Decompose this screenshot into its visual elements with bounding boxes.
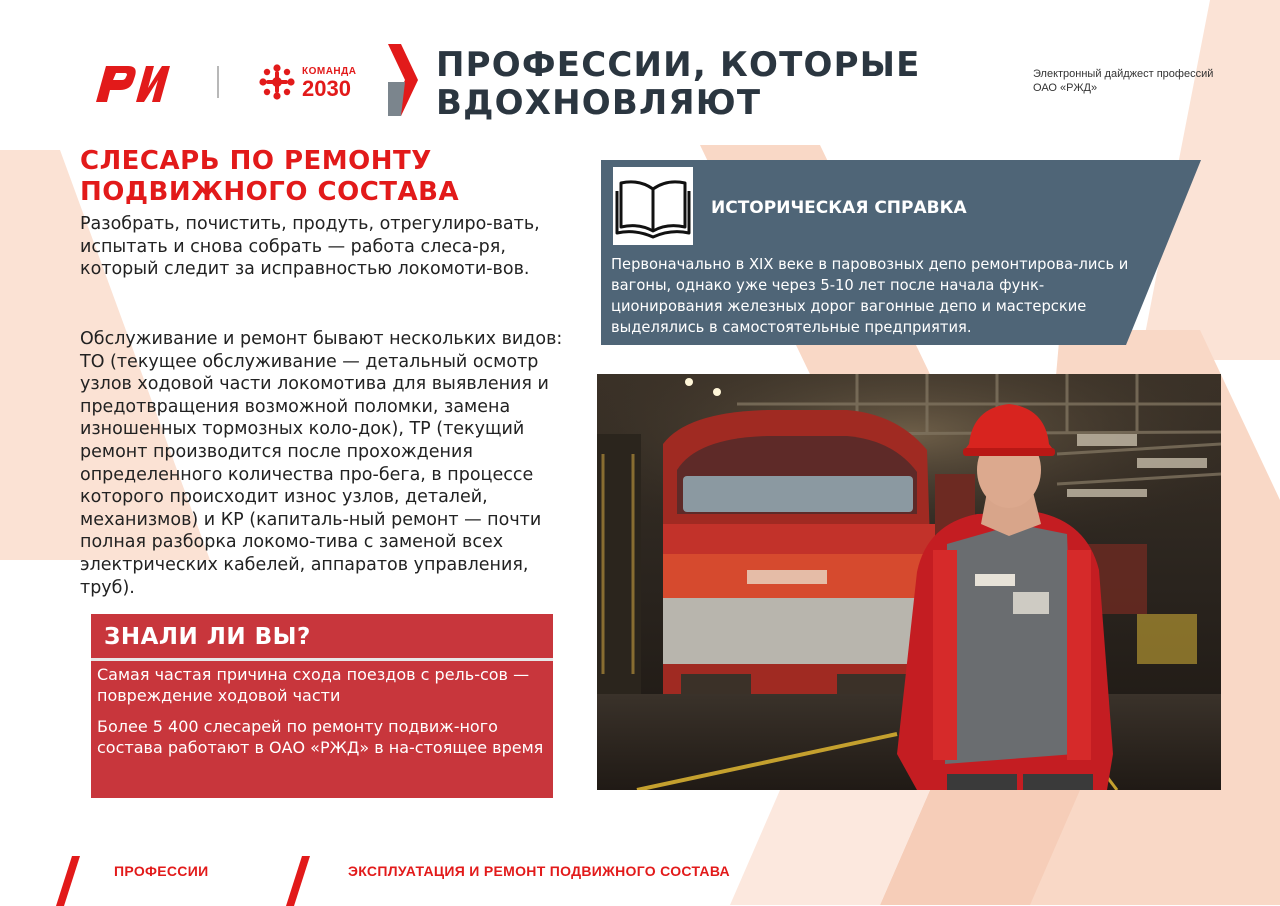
footer-section-label[interactable]: ПРОФЕССИИ <box>114 863 209 879</box>
did-you-know-fact-2: Более 5 400 слесарей по ремонту подвиж-ного состава работают в ОАО «РЖД» в на-стоящее время <box>97 717 544 757</box>
profession-title: СЛЕСАРЬ ПО РЕМОНТУ ПОДВИЖНОГО СОСТАВА <box>80 146 460 207</box>
worker-photo <box>597 374 1221 790</box>
history-title: ИСТОРИЧЕСКАЯ СПРАВКА <box>711 198 967 218</box>
footer-slash-icon <box>56 856 80 906</box>
profession-paragraph-2: Обслуживание и ремонт бывают нескольких видов: ТО (текущее обслуживание — детальный осмотр узлов ходовой части локомотива для выявления и предотвращения возможной поломки, замена изношенных тормозных коло-док), ТР (текущий ремонт производится после прохождения определенного количества про-бега, в процессе которого происходит износ узлов, деталей, механизмов) и КР (капиталь-ный ремонт — почти полная разборка локомо-тива с заменой всех электрических кабелей, аппаратов управления, труб). <box>80 329 563 598</box>
book-icon <box>613 167 693 245</box>
profession-paragraph-1: Разобрать, почистить, продуть, отрегулиро-вать, испытать и снова собрать — работа слеса-ря, который следит за исправностью локомоти-вов. <box>80 214 540 280</box>
digest-caption: Электронный дайджест профессий ОАО «РЖД» <box>1033 68 1214 94</box>
team-year: 2030 <box>302 76 351 101</box>
history-text: Первоначально в XIX веке в паровозных депо ремонтирова-лись и вагоны, однако уже через 5-10 лет после начала функ-ционирования железных дорог вагонные депо и мастерские выделялись в самостоятельные предприятия. <box>611 256 1129 336</box>
rzd-logo <box>92 62 182 104</box>
footer-category-label[interactable]: ЭКСПЛУАТАЦИЯ И РЕМОНТ ПОДВИЖНОГО СОСТАВА <box>348 863 730 879</box>
did-you-know-title: ЗНАЛИ ЛИ ВЫ? <box>104 624 311 650</box>
team-label: КОМАНДА <box>302 66 357 77</box>
logo-separator <box>217 66 219 98</box>
title-chevron-icon <box>388 44 418 116</box>
footer-slash-icon-2 <box>286 856 310 906</box>
did-you-know-box <box>91 614 553 798</box>
page-title: ПРОФЕССИИ, КОТОРЫЕ ВДОХНОВЛЯЮТ <box>436 45 921 123</box>
did-you-know-divider <box>91 658 553 661</box>
did-you-know-fact-1: Самая частая причина схода поездов с рель-сов — повреждение ходовой части <box>97 665 530 705</box>
